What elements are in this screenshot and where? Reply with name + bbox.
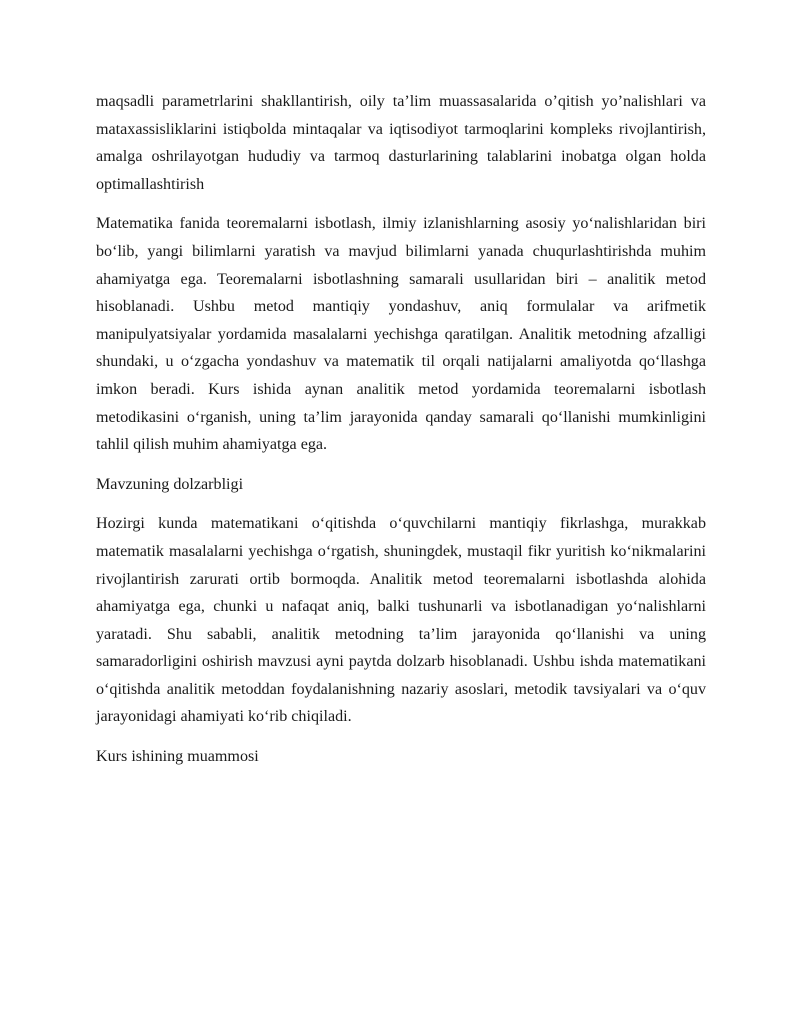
paragraph-analytic-method: Matematika fanida teoremalarni isbotlash, ilmiy izlanishlarning asosiy yoʻnalishlaridan biri boʻlib, yangi bilimlarni yaratish va mavjud bilimlarni yanada chuqurlashtirishda muhim ahamiyatga ega. Teoremalarni isbotlashning samarali usullaridan biri – analitik metod hisoblanadi. Ushbu metod mantiqiy yondashuv, aniq formulalar va arifmetik manipulyatsiyalar yordamida masalalarni yechishga qaratilgan. Analitik metodning afzalligi shundaki, u oʻzgacha yondashuv va matematik til orqali natijalarni amaliyotda qoʻllashga imkon beradi. Kurs ishida aynan analitik metod yordamida teoremalarni isbotlash metodikasini oʻrganish, uning taʼlim jarayonida qanday samarali qoʻllanishi mumkinligini tahlil qilish muhim ahamiyatga ega. [96,215,706,454]
paragraph-intro-continuation: maqsadli parametrlarini shakllantirish, oily taʼlim muassasalarida oʼqitish yoʼnalishlari va mataxassisliklarini istiqbolda mintaqalar va iqtisodiyot tarmoqlarini kompleks rivojlantirish, amalga oshrilayotgan hududiy va tarmoq dasturlarining talablarini inobatga olgan holda optimallashtirish [96,93,706,193]
heading-relevance: Mavzuning dolzarbligi [96,475,244,493]
heading-problem: Kurs ishining muammosi [96,748,259,766]
document-page [96,88,706,783]
paragraph-relevance: Hozirgi kunda matematikani oʻqitishda oʻquvchilarni mantiqiy fikrlashga, murakkab matematik masalalarni yechishga oʻrgatish, shuningdek, mustaqil fikr yuritish koʻnikmalarini rivojlantirish zarurati ortib bormoqda. Analitik metod teoremalarni isbotlashda alohida ahamiyatga ega, chunki u nafaqat aniq, balki tushunarli va isbotlanadigan yoʻnalishlarni yaratadi. Shu sababli, analitik metodning taʼlim jarayonida qoʻllanishi va uning samaradorligini oshirish mavzusi ayni paytda dolzarb hisoblanadi. Ushbu ishda matematikani oʻqitishda analitik metoddan foydalanishning nazariy asoslari, metodik tavsiyalari va oʻquv jarayonidagi ahamiyati koʻrib chiqiladi. [96,515,706,726]
